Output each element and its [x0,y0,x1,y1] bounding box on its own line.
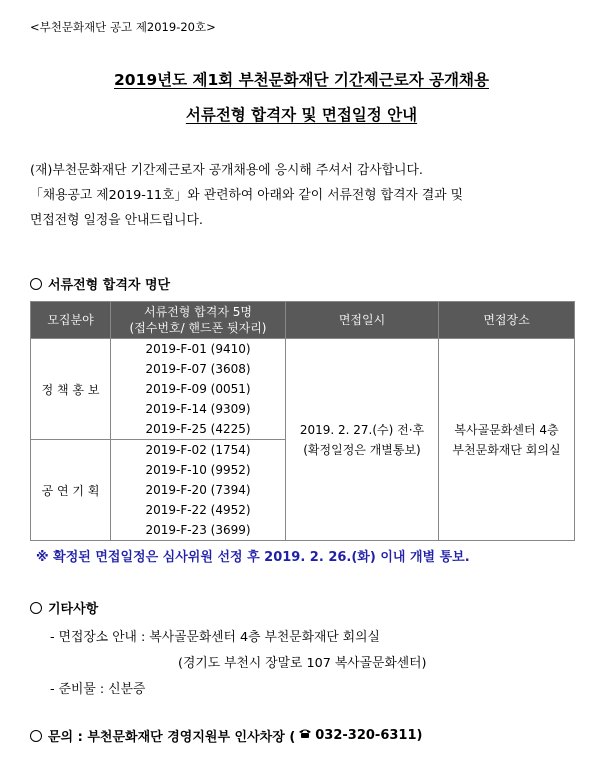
etc-place-info: - 면접장소 안내 : 복사골문화센터 4층 부천문화재단 회의실 [50,630,380,645]
interview-place-cell: 복사골문화센터 4층 부천문화재단 회의실 [439,339,575,541]
passers-table [30,301,575,541]
etc-address: (경기도 부천시 장말로 107 복사골문화센터) [178,656,427,671]
passer-item: 2019-F-25 (4225) [145,422,251,436]
passer-item: 2019-F-10 (9952) [145,463,251,477]
passer-item: 2019-F-02 (1754) [145,443,251,457]
section-heading-passers: 서류전형 합격자 명단 [30,274,170,293]
section-heading-etc: 기타사항 [30,598,98,617]
header-interview-date: 면접일시 [286,302,439,339]
passers-cell [111,339,286,440]
interview-note: ※ 확정된 면접일정은 심사위원 선정 후 2019. 2. 26.(화) 이내 개별 통보. [36,550,470,565]
header-passers: 서류전형 합격자 5명 (접수번호/ 핸드폰 뒷자리) [111,302,286,339]
header-interview-place: 면접장소 [439,302,575,339]
contact-line: 문의 : 부천문화재단 경영지원부 인사차장 ( 032-320-6311) [30,726,422,745]
passer-item: 2019-F-14 (9309) [145,402,251,416]
table-header-row [31,302,575,339]
field-cell: 공 연 기 획 [31,440,111,541]
passer-item: 2019-F-01 (9410) [145,342,251,356]
intro-line: (재)부천문화재단 기간제근로자 공개채용에 응시해 주셔서 감사합니다. [30,163,423,178]
header-field: 모집분야 [31,302,111,339]
intro-line: 「채용공고 제2019-11호」와 관련하여 아래와 같이 서류전형 합격자 결과 및 [30,188,464,203]
passer-item: 2019-F-20 (7394) [145,483,251,497]
etc-items: - 준비물 : 신분증 [50,682,146,697]
passer-item: 2019-F-23 (3699) [145,523,251,537]
passer-item: 2019-F-09 (0051) [145,382,251,396]
intro-paragraph [30,158,575,233]
notice-number: <부천문화재단 공고 제2019-20호> [30,20,216,34]
phone-icon [298,728,312,743]
page-title-line1: 2019년도 제1회 부천문화재단 기간제근로자 공개채용 [114,71,489,89]
circle-bullet-icon [30,278,42,290]
passer-item: 2019-F-07 (3608) [145,362,251,376]
field-cell: 정 책 홍 보 [31,339,111,440]
table-row [31,339,575,440]
passer-item: 2019-F-22 (4952) [145,503,251,517]
circle-bullet-icon [30,730,42,742]
page-title-line2: 서류전형 합격자 및 면접일정 안내 [185,106,418,124]
circle-bullet-icon [30,602,42,614]
interview-date-cell: 2019. 2. 27.(수) 전·후 (확정일정은 개별통보) [286,339,439,541]
passers-cell [111,440,286,541]
intro-line: 면접전형 일정을 안내드립니다. [30,213,203,228]
